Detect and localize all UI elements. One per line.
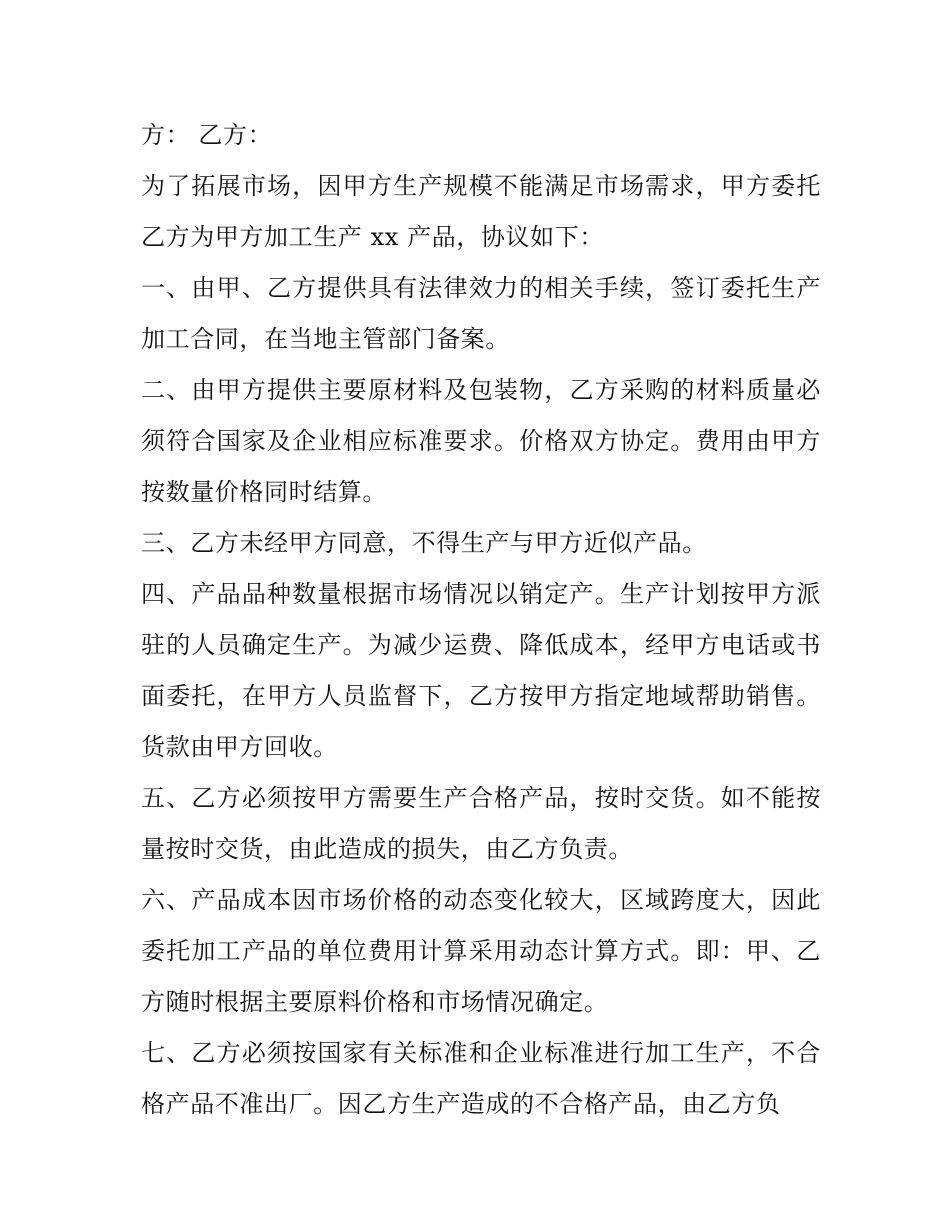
text-line: 三、乙方未经甲方同意，不得生产与甲方近似产品。 bbox=[141, 529, 707, 557]
text-line: 方： 乙方： bbox=[141, 121, 273, 149]
text-line: 驻的人员确定生产。为减少运费、降低成本，经甲方电话或书 bbox=[141, 631, 821, 659]
text-line: 须符合国家及企业相应标准要求。价格双方协定。费用由甲方 bbox=[141, 427, 821, 455]
text-line: 面委托，在甲方人员监督下，乙方按甲方指定地域帮助销售。 bbox=[141, 682, 821, 710]
text-line: 一、由甲、乙方提供具有法律效力的相关手续，签订委托生产 bbox=[141, 274, 821, 302]
text-line: 五、乙方必须按甲方需要生产合格产品，按时交货。如不能按 bbox=[141, 784, 821, 812]
text-line: 七、乙方必须按国家有关标准和企业标准进行加工生产，不合 bbox=[141, 1039, 821, 1067]
text-line: 货款由甲方回收。 bbox=[141, 733, 338, 761]
document-body bbox=[141, 110, 821, 1130]
text-line: 乙方为甲方加工生产 xx 产品，协议如下： bbox=[141, 223, 604, 251]
text-line: 六、产品成本因市场价格的动态变化较大，区域跨度大，因此 bbox=[141, 886, 821, 914]
text-line: 二、由甲方提供主要原材料及包装物，乙方采购的材料质量必 bbox=[141, 376, 821, 404]
text-line: 方随时根据主要原料价格和市场情况确定。 bbox=[141, 988, 609, 1016]
text-line: 格产品不准出厂。因乙方生产造成的不合格产品，由乙方负 bbox=[141, 1090, 781, 1118]
text-line: 为了拓展市场，因甲方生产规模不能满足市场需求，甲方委托 bbox=[141, 172, 821, 200]
text-line: 按数量价格同时结算。 bbox=[141, 478, 387, 506]
text-line: 委托加工产品的单位费用计算采用动态计算方式。即：甲、乙 bbox=[141, 937, 821, 965]
text-line: 量按时交货，由此造成的损失，由乙方负责。 bbox=[141, 835, 633, 863]
text-line: 四、产品品种数量根据市场情况以销定产。生产计划按甲方派 bbox=[141, 580, 821, 608]
text-line: 加工合同，在当地主管部门备案。 bbox=[141, 325, 510, 353]
